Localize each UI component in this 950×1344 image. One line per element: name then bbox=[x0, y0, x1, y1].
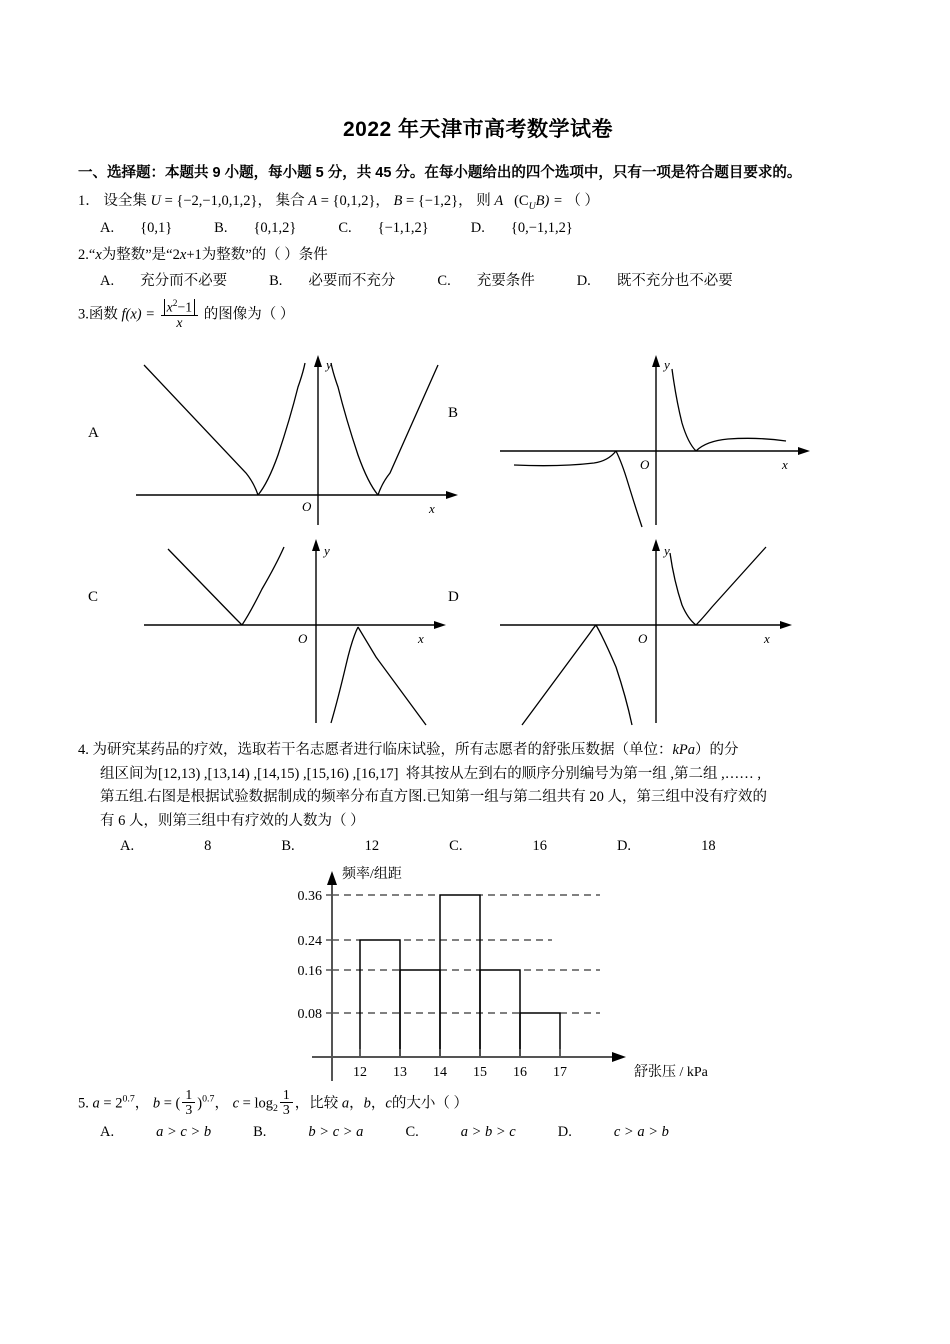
q4-interval-3: [14,15) bbox=[257, 765, 300, 782]
q4-option-a[interactable]: A. 8 bbox=[120, 838, 212, 855]
question-3-graph-group bbox=[78, 337, 878, 737]
q1-blank: （ ） bbox=[566, 192, 600, 209]
q2-expr-b: x bbox=[179, 247, 187, 264]
q2-var: x bbox=[95, 247, 102, 264]
question-4-line1 bbox=[78, 739, 878, 762]
q3-lead: 函数 bbox=[88, 306, 118, 323]
q5-c-log: log bbox=[254, 1094, 273, 1111]
q4-interval-4: [15,16) bbox=[306, 765, 349, 782]
q2-option-c[interactable]: C. 充要条件 bbox=[437, 272, 535, 289]
q3-fx: f(x) = bbox=[121, 306, 156, 323]
question-4-line3: 第五组.右图是根据试验数据制成的频率分布直方图.已知第一组与第二组共有 20 人，第三组中没有疗效的 bbox=[100, 789, 767, 806]
q5-c-fraction: $\frac{1}{3}$ bbox=[280, 1088, 293, 1118]
q1-complement-rest: B) = bbox=[535, 192, 563, 209]
histogram-svg bbox=[292, 861, 732, 1089]
q4-option-d[interactable]: D. 18 bbox=[616, 838, 716, 855]
q1-set-b-name: B bbox=[393, 192, 403, 209]
graph-c-letter: C bbox=[88, 589, 99, 606]
question-4-options bbox=[78, 835, 878, 858]
q4-option-b[interactable]: B. 12 bbox=[281, 838, 380, 855]
q4-line2-end: 将其按从左到右的顺序分别编号为第一组 ,第二组 ,…… , bbox=[405, 765, 761, 782]
question-2 bbox=[78, 244, 878, 293]
question-1-options bbox=[78, 217, 878, 240]
graph-c-origin: O bbox=[298, 631, 308, 647]
hist-xlabel: 舒张压 / kPa bbox=[634, 1064, 708, 1080]
q5-option-d[interactable]: D. c > a > b bbox=[557, 1123, 669, 1140]
page-content bbox=[78, 0, 878, 1144]
q2-expr-a: 2 bbox=[172, 247, 180, 264]
hist-ytick-2: 0.16 bbox=[297, 963, 322, 979]
graph-b-origin: O bbox=[640, 457, 650, 473]
q5-a-name: a bbox=[92, 1094, 100, 1111]
question-2-prompt bbox=[78, 244, 878, 267]
graph-b-letter: B bbox=[448, 405, 459, 422]
q4-line1-end: ）的分 bbox=[695, 742, 739, 759]
q5-option-a[interactable]: A. a > c > b bbox=[100, 1123, 212, 1140]
q5-compare: ，比较 bbox=[294, 1094, 339, 1111]
graph-option-c[interactable] bbox=[88, 539, 466, 729]
graph-c-ylabel: y bbox=[324, 543, 330, 559]
q1-set-b-value: {−1,2} bbox=[417, 192, 459, 209]
q5-b-fraction: $\frac{1}{3}$ bbox=[182, 1088, 195, 1118]
q1-option-b[interactable]: B. {0,1,2} bbox=[214, 219, 297, 236]
hist-xtick-2: 14 bbox=[433, 1064, 447, 1080]
q2-part3: 为整数”的（ ）条件 bbox=[201, 247, 328, 264]
graph-option-b[interactable] bbox=[448, 343, 830, 533]
q5-a-base: 2 bbox=[115, 1094, 123, 1111]
q5-c-name: c bbox=[232, 1094, 239, 1111]
graph-b-ylabel: y bbox=[664, 357, 670, 373]
q1-complement-sub: U bbox=[528, 200, 536, 212]
q5-b-exp: 0.7 bbox=[202, 1093, 215, 1105]
hist-xtick-5: 17 bbox=[553, 1064, 567, 1080]
question-1-prompt: 1． 设全集 U = {−2,−1,0,1,2}， 集合 A = {0,1,2}， B = {−1,2}， 则 A $(C_UB)$ = （ ） bbox=[78, 192, 600, 212]
q3-tail: 的图像为（ ） bbox=[203, 306, 295, 323]
q5-b-name: b bbox=[152, 1094, 161, 1111]
hist-xtick-0: 12 bbox=[353, 1064, 367, 1080]
q2-number: 2. bbox=[78, 247, 89, 264]
graph-c-xlabel: x bbox=[418, 631, 424, 647]
q4-unit: kPa bbox=[672, 742, 696, 759]
histogram-x-arrow bbox=[612, 1052, 626, 1062]
q4-interval-2: [13,14) bbox=[207, 765, 250, 782]
q1-complement-open: (C bbox=[514, 192, 529, 209]
hist-ytick-3: 0.08 bbox=[297, 1006, 322, 1022]
q2-option-a[interactable]: A. 充分而不必要 bbox=[100, 272, 228, 289]
q2-expr-c: +1 bbox=[186, 247, 202, 264]
q4-line2-lead: 组区间为 bbox=[100, 765, 158, 782]
question-1 bbox=[78, 190, 878, 240]
q4-line1-text: 为研究某药品的疗效，选取若干名志愿者进行临床试验，所有志愿者的舒张压数据（单位： bbox=[92, 742, 673, 759]
q5-option-b[interactable]: B. b > c > a bbox=[253, 1123, 364, 1140]
q2-option-d[interactable]: D. 既不充分也不必要 bbox=[576, 272, 733, 289]
question-5 bbox=[78, 1086, 878, 1144]
question-4 bbox=[78, 739, 878, 1088]
q5-v3: c bbox=[385, 1094, 392, 1111]
graph-a-xlabel: x bbox=[429, 501, 435, 517]
question-5-prompt: 5. $a = 2^{0.7}$， b = ( $\frac{1}{3}$ )$^{0.7}$， $c = \log_2$ $\frac{1}{3}$ ，比较 a，b，c的大小（ ） bbox=[78, 1086, 468, 1118]
graph-d-ylabel: y bbox=[664, 543, 670, 559]
question-2-options bbox=[78, 270, 878, 293]
q5-a-exp: 0.7 bbox=[122, 1093, 135, 1105]
q1-option-c[interactable]: C. {−1,1,2} bbox=[338, 219, 429, 236]
hist-bar-3 bbox=[440, 895, 480, 1057]
hist-xtick-3: 15 bbox=[473, 1064, 487, 1080]
hist-xtick-4: 16 bbox=[513, 1064, 527, 1080]
q1-set-a-value: {0,1,2} bbox=[332, 192, 376, 209]
q1-number: 1． bbox=[78, 192, 100, 209]
frequency-histogram bbox=[78, 861, 878, 1089]
q5-option-c[interactable]: C. a > b > c bbox=[405, 1123, 516, 1140]
hist-bar-5 bbox=[520, 1013, 560, 1057]
q5-v2: b bbox=[363, 1094, 371, 1111]
q2-part1: “ bbox=[88, 247, 96, 264]
hist-ytick-1: 0.24 bbox=[297, 933, 322, 949]
q3-denominator: x bbox=[176, 315, 183, 330]
q1-set-u-value: {−2,−1,0,1,2} bbox=[176, 192, 258, 209]
graph-d-letter: D bbox=[448, 589, 459, 606]
graph-d-xlabel: x bbox=[764, 631, 770, 647]
q3-numerator: $x^2-1$ bbox=[161, 299, 198, 316]
q1-mid: 集合 bbox=[275, 192, 305, 209]
hist-ytick-0: 0.36 bbox=[297, 888, 322, 904]
section-heading: 一、选择题：本题共 9 小题，每小题 5 分，共 45 分。在每小题给出的四个选项中，只有一项是符合题目要求的。 bbox=[78, 165, 802, 181]
graph-option-a[interactable] bbox=[88, 343, 466, 533]
page-title: 2022 年天津市高考数学试卷 bbox=[342, 118, 614, 141]
q4-interval-5: [16,17] bbox=[356, 765, 399, 782]
question-5-options bbox=[78, 1121, 878, 1144]
graph-option-d[interactable] bbox=[448, 539, 830, 729]
question-4-line4: 有 6 人，则第三组中有疗效的人数为（ ） bbox=[100, 812, 365, 829]
q4-interval-1: [12,13) bbox=[158, 765, 201, 782]
q5-v1: a bbox=[341, 1094, 350, 1111]
q5-tail: 的大小（ ） bbox=[391, 1094, 468, 1111]
q5-number: 5. bbox=[78, 1094, 89, 1111]
question-3-prompt bbox=[78, 299, 878, 331]
q2-part2: 为整数”是“ bbox=[101, 247, 173, 264]
q3-number: 3. bbox=[78, 306, 89, 323]
graph-a-letter: A bbox=[88, 425, 99, 442]
graph-a-ylabel: y bbox=[326, 357, 332, 373]
graph-b-xlabel: x bbox=[782, 457, 788, 473]
q1-then: 则 bbox=[476, 192, 491, 209]
q4-number: 4. bbox=[78, 742, 89, 759]
q1-set-u-name: U bbox=[150, 192, 161, 209]
q1-option-a[interactable]: A. {0,1} bbox=[100, 219, 173, 236]
q1-set-a-name: A bbox=[308, 192, 318, 209]
graph-a-origin: O bbox=[302, 499, 312, 515]
q5-c-log-sub: 2 bbox=[272, 1102, 278, 1114]
q1-lead: 设全集 bbox=[103, 192, 147, 209]
hist-bar-1 bbox=[360, 940, 400, 1057]
histogram-y-arrow bbox=[327, 871, 337, 885]
graph-d-origin: O bbox=[638, 631, 648, 647]
q1-option-d[interactable]: D. {0,−1,1,2} bbox=[470, 219, 573, 236]
question-4-line2: 组区间为[12,13) ,[13,14) ,[14,15) ,[15,16) ,[16,17] 将其按从左到右的顺序分别编号为第一组 ,第二组 ,…… , bbox=[100, 765, 761, 782]
q2-option-b[interactable]: B. 必要而不充分 bbox=[269, 272, 396, 289]
q1-expr-a: A bbox=[494, 192, 504, 209]
question-3 bbox=[78, 299, 878, 737]
q3-fraction bbox=[161, 299, 198, 331]
hist-ylabel: 频率/组距 bbox=[342, 866, 402, 882]
q4-option-c[interactable]: C. 16 bbox=[449, 838, 547, 855]
hist-xtick-1: 13 bbox=[393, 1064, 407, 1080]
